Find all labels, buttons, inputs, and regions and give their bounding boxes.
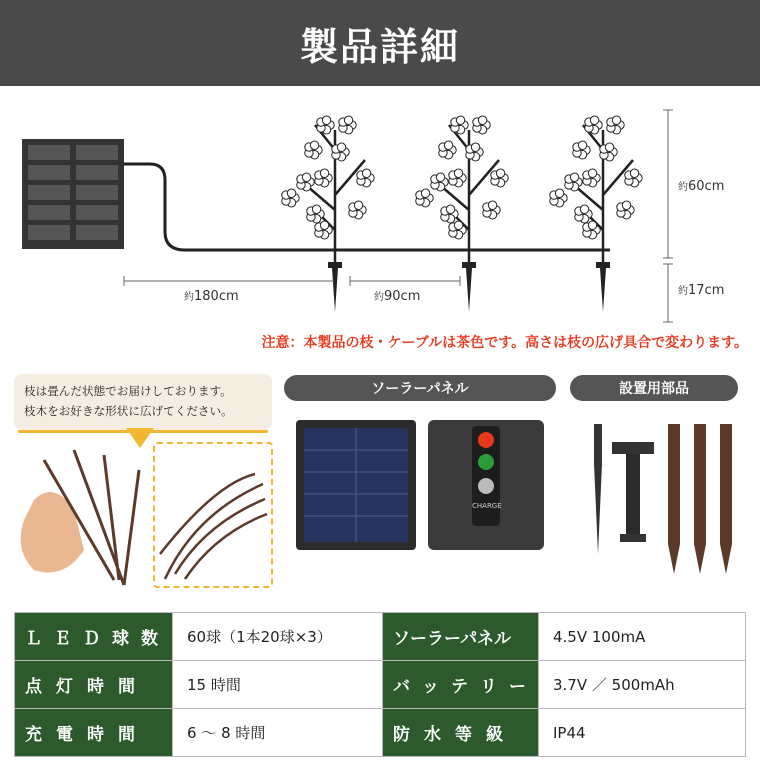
blossom-icon xyxy=(315,169,332,187)
blossom-icon xyxy=(575,205,592,223)
blossom-icon xyxy=(550,189,567,207)
dim-height-branch: 約60cm xyxy=(678,179,725,194)
solar-panel-front-image xyxy=(296,420,416,550)
blossom-icon xyxy=(491,169,508,187)
branch-detail-image xyxy=(155,444,271,586)
spec-row xyxy=(15,613,746,661)
blossom-icon xyxy=(416,189,433,207)
solar-panel-back-image xyxy=(428,420,544,550)
blossom-icon xyxy=(339,116,356,134)
charge-indicator-icon xyxy=(478,478,494,494)
dim-spacing: 約90cm xyxy=(374,289,421,304)
diagram-illustration xyxy=(0,86,760,356)
blossom-icon xyxy=(317,116,334,134)
spec-label: ＬＥＤ球数 xyxy=(15,613,173,661)
page-title: 製品詳細 xyxy=(299,24,460,69)
callout-line-2: 枝木をお好きな形状に広げてください。 xyxy=(24,404,233,418)
blossom-icon xyxy=(466,143,483,161)
callout-box xyxy=(14,374,272,430)
cherry-blossom-tree-icon xyxy=(550,116,642,262)
hand-branch-image xyxy=(14,440,154,590)
solar-panel-icon xyxy=(22,139,124,249)
blossom-icon xyxy=(431,173,448,191)
spec-table xyxy=(14,612,746,757)
on-off-button-icon xyxy=(478,432,494,448)
spec-row xyxy=(15,709,746,757)
blossom-icon xyxy=(565,173,582,191)
parts-image xyxy=(580,418,750,578)
blossom-icon xyxy=(451,116,468,134)
blossom-icon xyxy=(573,141,590,159)
spec-value: IP44 xyxy=(539,709,746,757)
section-parts: 設置用部品 xyxy=(570,375,738,401)
blossom-icon xyxy=(332,143,349,161)
spec-label: 点灯時間 xyxy=(15,661,173,709)
spec-label: 防水等級 xyxy=(383,709,539,757)
cherry-blossom-tree-icon xyxy=(282,116,374,262)
spec-row xyxy=(15,661,746,709)
spec-value: 15 時間 xyxy=(173,661,383,709)
spec-label: バッテリー xyxy=(383,661,539,709)
blossom-icon xyxy=(305,141,322,159)
blossom-icon xyxy=(349,201,366,219)
page-header xyxy=(0,0,760,86)
blossom-icon xyxy=(357,169,374,187)
blossom-icon xyxy=(625,169,642,187)
blossom-icon xyxy=(607,116,624,134)
blossom-icon xyxy=(583,169,600,187)
spec-value: 4.5V 100mA xyxy=(539,613,746,661)
product-diagram xyxy=(0,86,760,356)
panel-label-charge: CHARGE xyxy=(472,502,502,510)
blossom-icon xyxy=(307,205,324,223)
blossom-icon xyxy=(441,205,458,223)
blossom-icon xyxy=(600,143,617,161)
dim-width-total: 約180cm xyxy=(184,289,239,304)
callout-line-1: 枝は畳んだ状態でお届けしております。 xyxy=(24,384,232,398)
section-solar-panel: ソーラーパネル xyxy=(284,375,556,401)
branch-detail-frame xyxy=(153,442,273,588)
spec-value: 3.7V ／ 500mAh xyxy=(539,661,746,709)
blossom-icon xyxy=(297,173,314,191)
blossom-icon xyxy=(439,141,456,159)
blossom-icon xyxy=(483,201,500,219)
cherry-blossom-tree-icon xyxy=(416,116,508,262)
blossom-icon xyxy=(617,201,634,219)
spec-value: 6 ～ 8 時間 xyxy=(173,709,383,757)
blossom-icon xyxy=(282,189,299,207)
blossom-icon xyxy=(473,116,490,134)
blossom-icon xyxy=(449,169,466,187)
dim-height-stake: 約17cm xyxy=(678,283,725,298)
spec-label: ソーラーパネル xyxy=(383,613,539,661)
spec-value: 60球（1本20球×3） xyxy=(173,613,383,661)
spec-label: 充電時間 xyxy=(15,709,173,757)
blossom-icon xyxy=(585,116,602,134)
caution-note: 注意：本製品の枝・ケーブルは茶色です。高さは枝の広げ具合で変わります。 xyxy=(261,335,748,351)
mode-button-icon xyxy=(478,454,494,470)
